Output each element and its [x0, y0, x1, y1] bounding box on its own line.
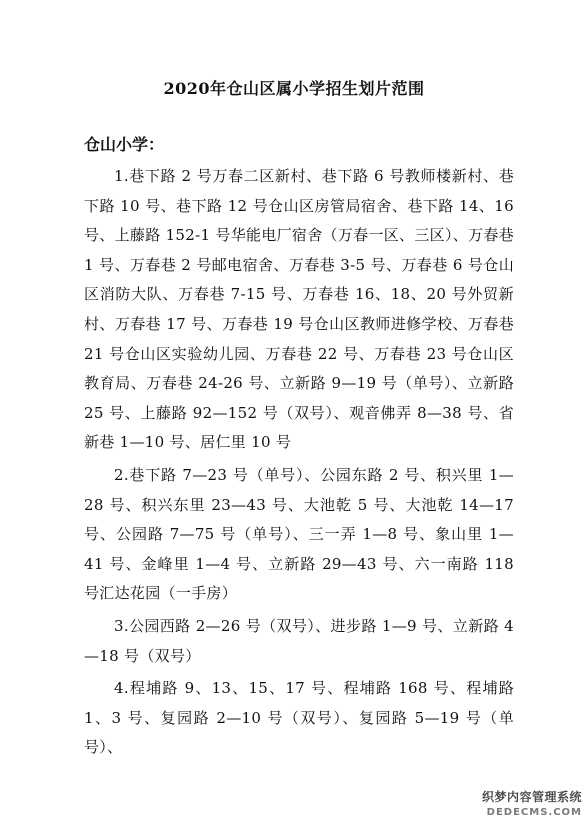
section-heading: 仓山小学：	[84, 135, 165, 154]
paragraph-item-4: 4.程埔路 9、13、15、17 号、程埔路 168 号、程埔路 1、3 号、复园路 2—10 号（双号）、复园路 5—19 号（单号）、	[84, 679, 514, 757]
watermark-text-en: DEDECMS.COM	[486, 807, 582, 818]
watermark-logo	[454, 788, 582, 824]
document-body	[84, 162, 514, 763]
watermark-text-cn: 织梦内容管理系统	[481, 790, 582, 804]
paragraph-item-1: 1.巷下路 2 号万春二区新村、巷下路 6 号教师楼新村、巷下路 10 号、巷下路 12 号仓山区房管局宿舍、巷下路 14、16 号、上藤路 152-1 号华能电厂宿舍（万春一区、三区）、万春巷 1 号、万春巷 2 号邮电宿舍、万春巷 3-5 号、万春巷 6 号仓山区消防大队、万春巷 7-15 号、万春巷 16、18、20 号外贸新村、万春巷 17 号、万春巷 19 号仓山区教师进修学校、万春巷 21 号仓山区实验幼儿园、万春巷 22 号、万春巷 23 号仓山区教育局、万春巷 24-26 号、立新路 9—19 号（单号）、立新路 25 号、上藤路 92—152 号（双号）、观音佛弄 8—38 号、省新巷 1—10 号、居仁里 10 号	[84, 167, 514, 452]
document-title: 2020年仓山区属小学招生划片范围	[163, 79, 425, 98]
paragraph-item-3: 3.公园西路 2—26 号（双号）、进步路 1—9 号、立新路 4—18 号（双号）	[84, 616, 514, 665]
paragraph-item-2: 2.巷下路 7—23 号（单号）、公园东路 2 号、积兴里 1—28 号、积兴东里 23—43 号、大池乾 5 号、大池乾 14—17 号、公园路 7—75 号（单号）、三一弄 1—8 号、象山里 1—41 号、金峰里 1—4 号、立新路 29—43 号、六一南路 118 号汇达花园（一手房）	[84, 465, 514, 603]
